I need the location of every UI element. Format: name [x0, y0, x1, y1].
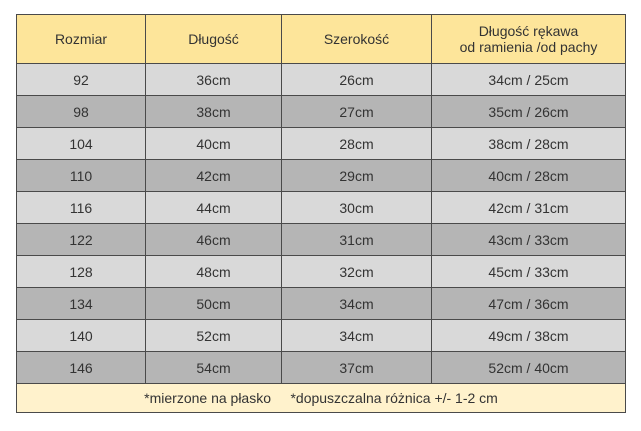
table-body	[17, 64, 626, 384]
cell-size: 98	[17, 96, 146, 128]
cell-size: 110	[17, 160, 146, 192]
cell-width: 37cm	[282, 352, 432, 384]
cell-width: 28cm	[282, 128, 432, 160]
table-row	[17, 64, 626, 96]
cell-width: 30cm	[282, 192, 432, 224]
cell-sleeve-length: 43cm / 33cm	[432, 224, 626, 256]
header-width: Szerokość	[282, 15, 432, 64]
header-sleeve-length	[432, 15, 626, 64]
cell-sleeve-length: 38cm / 28cm	[432, 128, 626, 160]
cell-size: 134	[17, 288, 146, 320]
cell-sleeve-length: 34cm / 25cm	[432, 64, 626, 96]
cell-size: 116	[17, 192, 146, 224]
footer-notes	[17, 384, 626, 413]
cell-length: 46cm	[146, 224, 282, 256]
header-sleeve-subtitle: od ramienia /od pachy	[459, 39, 598, 55]
cell-size: 140	[17, 320, 146, 352]
cell-length: 54cm	[146, 352, 282, 384]
header-size: Rozmiar	[17, 15, 146, 64]
cell-length: 40cm	[146, 128, 282, 160]
cell-sleeve-length: 45cm / 33cm	[432, 256, 626, 288]
note-measured-flat: *mierzone na płasko	[144, 390, 272, 406]
cell-size: 104	[17, 128, 146, 160]
table-row	[17, 320, 626, 352]
cell-sleeve-length: 52cm / 40cm	[432, 352, 626, 384]
cell-length: 42cm	[146, 160, 282, 192]
cell-size: 128	[17, 256, 146, 288]
table-row	[17, 256, 626, 288]
header-row	[17, 15, 626, 64]
table-row	[17, 96, 626, 128]
cell-size: 92	[17, 64, 146, 96]
header-length: Długość	[146, 15, 282, 64]
table-row	[17, 128, 626, 160]
cell-width: 34cm	[282, 288, 432, 320]
size-chart-table	[16, 14, 626, 413]
cell-size: 146	[17, 352, 146, 384]
cell-length: 44cm	[146, 192, 282, 224]
table-row	[17, 224, 626, 256]
cell-sleeve-length: 42cm / 31cm	[432, 192, 626, 224]
cell-sleeve-length: 35cm / 26cm	[432, 96, 626, 128]
cell-length: 48cm	[146, 256, 282, 288]
table-row	[17, 288, 626, 320]
cell-length: 36cm	[146, 64, 282, 96]
cell-width: 27cm	[282, 96, 432, 128]
cell-width: 26cm	[282, 64, 432, 96]
cell-length: 38cm	[146, 96, 282, 128]
footer-row	[17, 384, 626, 413]
cell-sleeve-length: 40cm / 28cm	[432, 160, 626, 192]
cell-width: 31cm	[282, 224, 432, 256]
cell-width: 34cm	[282, 320, 432, 352]
cell-width: 29cm	[282, 160, 432, 192]
table-row	[17, 352, 626, 384]
cell-length: 52cm	[146, 320, 282, 352]
header-sleeve-title: Długość rękawa	[478, 23, 579, 39]
cell-size: 122	[17, 224, 146, 256]
cell-sleeve-length: 49cm / 38cm	[432, 320, 626, 352]
table-row	[17, 192, 626, 224]
table-row	[17, 160, 626, 192]
cell-sleeve-length: 47cm / 36cm	[432, 288, 626, 320]
cell-width: 32cm	[282, 256, 432, 288]
cell-length: 50cm	[146, 288, 282, 320]
note-tolerance: *dopuszczalna różnica +/- 1-2 cm	[290, 390, 498, 406]
